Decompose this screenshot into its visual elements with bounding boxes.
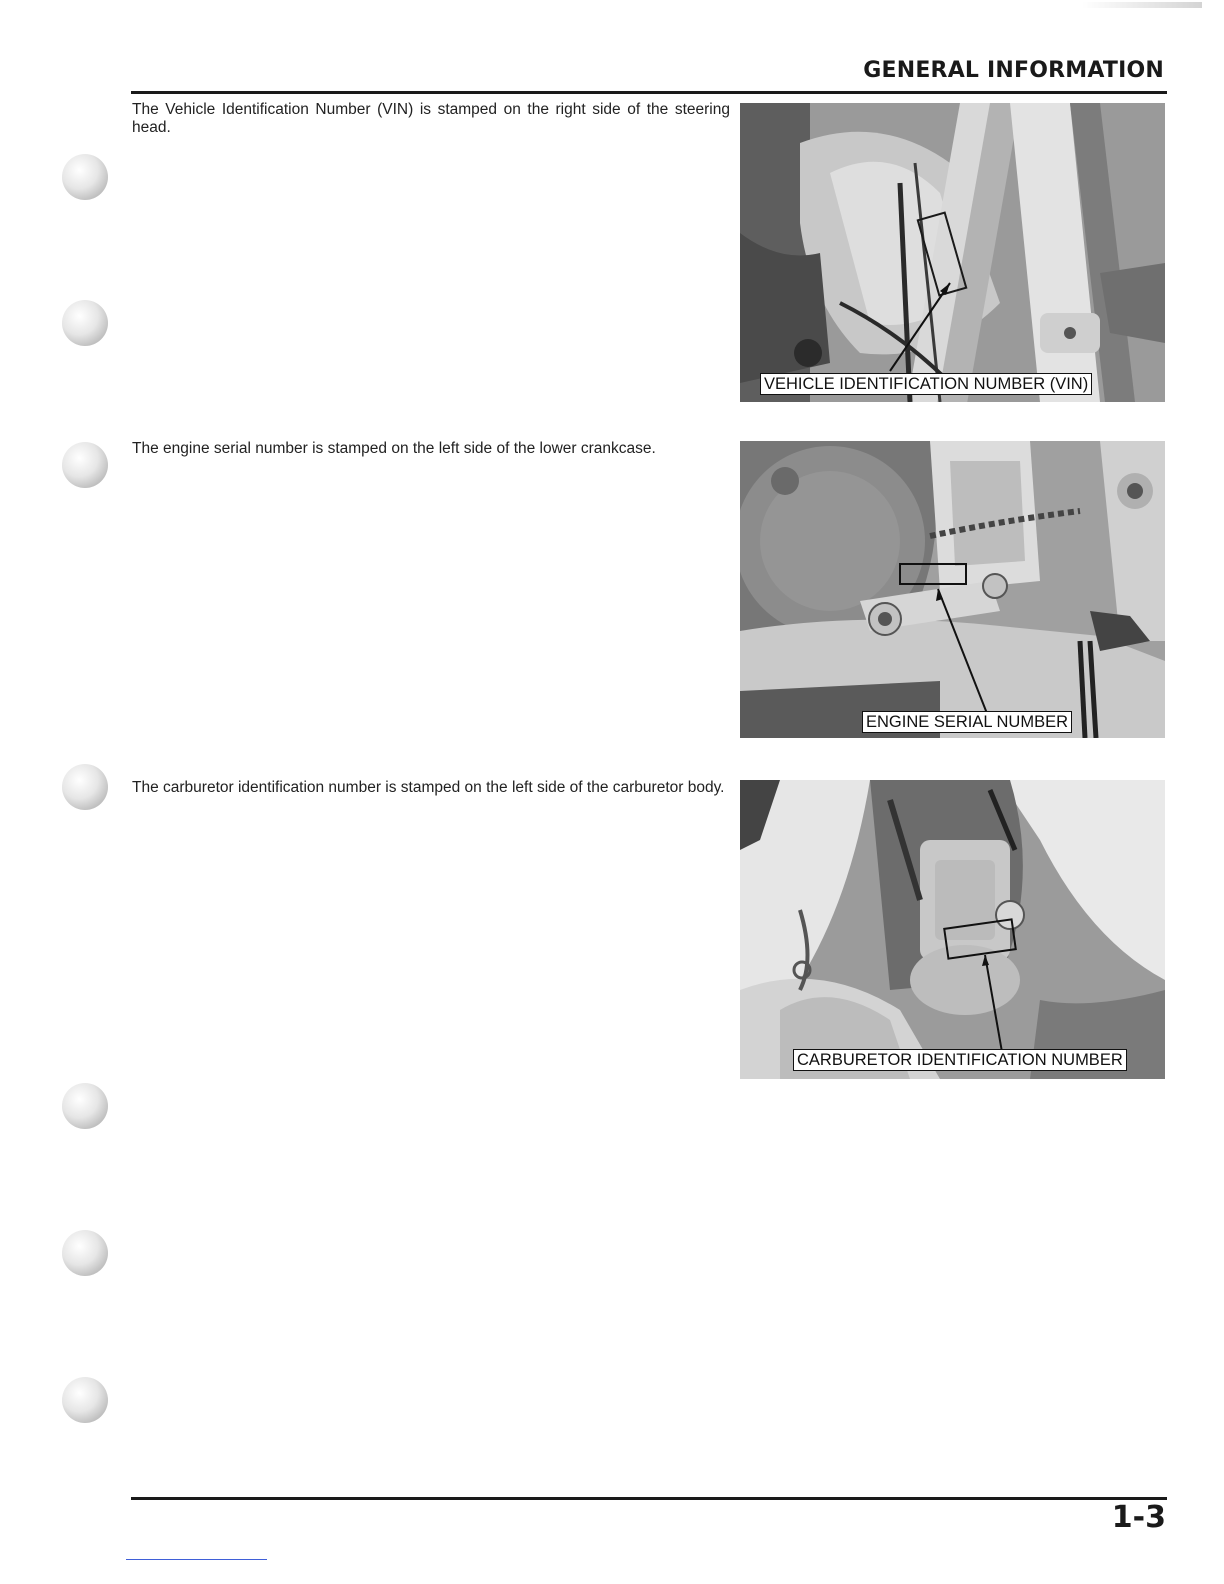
vin-figure-label: VEHICLE IDENTIFICATION NUMBER (VIN)	[760, 373, 1092, 395]
binder-hole	[62, 442, 108, 488]
binder-hole	[62, 1230, 108, 1276]
binder-hole	[62, 764, 108, 810]
header-rule	[131, 91, 1167, 94]
carburetor-description: The carburetor identification number is stamped on the left side of the carburetor body.	[132, 779, 725, 796]
carburetor-photo	[740, 780, 1165, 1079]
footer-rule	[131, 1497, 1167, 1500]
carburetor-figure-label: CARBURETOR IDENTIFICATION NUMBER	[793, 1049, 1127, 1071]
engine-serial-figure-label: ENGINE SERIAL NUMBER	[862, 711, 1072, 733]
vin-photo	[740, 103, 1165, 402]
vin-photo-illustration	[740, 103, 1165, 402]
page-number: 1-3	[1111, 1500, 1166, 1535]
binder-hole	[62, 1377, 108, 1423]
binder-hole	[62, 1083, 108, 1129]
vin-description: The Vehicle Identification Number (VIN) is stamped on the right side of the steering head.	[132, 101, 730, 136]
page-title: GENERAL INFORMATION	[863, 58, 1164, 83]
engine-serial-description: The engine serial number is stamped on the left side of the lower crankcase.	[132, 440, 656, 457]
engine-serial-photo-illustration	[740, 441, 1165, 738]
scan-edge-mark	[1082, 2, 1202, 8]
engine-serial-photo	[740, 441, 1165, 738]
carburetor-photo-illustration	[740, 780, 1165, 1079]
binder-hole	[62, 154, 108, 200]
footer-link-underline	[126, 1559, 267, 1560]
binder-hole	[62, 300, 108, 346]
